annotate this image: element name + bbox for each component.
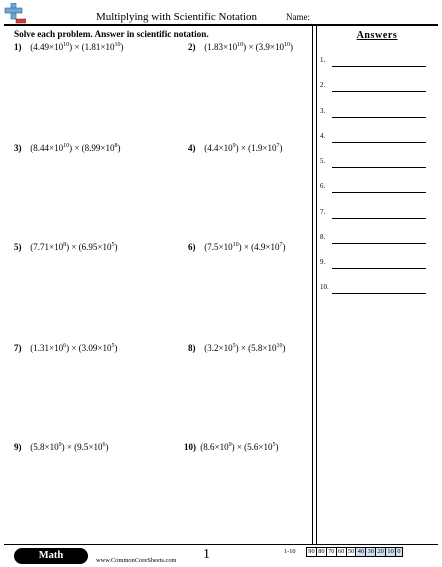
problem-number: 7): [14, 343, 22, 353]
problem: 10) $(8.6\times 10^9) \times (5.6\times 10^5)$: [184, 442, 279, 452]
problem-number: 1): [14, 42, 22, 52]
exponent-a: 6: [63, 343, 67, 349]
answer-row: [320, 83, 436, 95]
coefficient-a: 7.5: [207, 242, 219, 252]
plus-minus-icon: [4, 3, 26, 25]
answer-number: 3.: [320, 107, 326, 115]
problem: 4) $(4.4\times 10^9) \times (1.9\times 10^7)$: [188, 143, 283, 153]
coefficient-b: 3.9: [258, 42, 270, 52]
answer-row: [320, 210, 436, 222]
answer-row: [320, 134, 436, 146]
coefficient-b: 6.95: [81, 242, 98, 252]
problem-number: 2): [188, 42, 196, 52]
instructions: Solve each problem. Answer in scientific notation.: [14, 29, 209, 39]
name-label: Name:: [286, 12, 310, 22]
exponent-b: 10: [114, 42, 121, 48]
coefficient-a: 8.44: [33, 143, 49, 153]
exponent-a: 10: [237, 42, 244, 48]
coefficient-b: 4.9: [254, 242, 266, 252]
math-badge: Math: [14, 548, 88, 564]
exponent-a: 8: [63, 242, 67, 248]
coefficient-a: 4.4: [207, 143, 219, 153]
coefficient-b: 8.99: [84, 143, 101, 153]
answer-number: 2.: [320, 81, 326, 89]
coefficient-b: 1.9: [251, 143, 263, 153]
problem: 3) $(8.44\times 10^{10}) \times (8.99\times 10^8)$: [14, 143, 121, 153]
answer-row: [320, 235, 436, 247]
coefficient-a: 5.8: [33, 442, 45, 452]
problem-number: 10): [184, 442, 196, 452]
answer-number: 10.: [320, 283, 329, 291]
score-cell: 40: [357, 548, 365, 555]
coefficient-a: 8.6: [203, 442, 215, 452]
answer-blank: [332, 91, 426, 92]
answer-blank: [332, 218, 426, 219]
answer-row: [320, 109, 436, 121]
score-cell: 90: [308, 548, 315, 555]
exponent-b: 7: [279, 242, 283, 248]
problem: 5) $(7.71\times 10^8) \times (6.95\times 10^5)$: [14, 242, 118, 252]
answer-column-divider: [312, 26, 313, 544]
exponent-b: 7: [276, 143, 280, 149]
answer-blank: [332, 66, 426, 67]
exponent-b: 5: [272, 442, 276, 448]
problem: 6) $(7.5\times 10^{10}) \times (4.9\times 10^7)$: [188, 242, 286, 252]
problem-number: 3): [14, 143, 22, 153]
exponent-b: 5: [111, 343, 115, 349]
score-table: [306, 547, 403, 557]
exponent-b: 10: [283, 42, 290, 48]
page-number: 1: [203, 547, 210, 562]
exponent-b: 5: [111, 242, 115, 248]
exponent-a: 9: [232, 143, 236, 149]
header-divider: [4, 24, 438, 26]
coefficient-b: 1.81: [84, 42, 101, 52]
answer-blank: [332, 167, 426, 168]
coefficient-b: 5.6: [247, 442, 259, 452]
coefficient-b: 9.5: [77, 442, 89, 452]
answer-row: [320, 184, 436, 196]
problem-number: 4): [188, 143, 196, 153]
answer-blank: [332, 142, 426, 143]
problem-number: 9): [14, 442, 22, 452]
score-cell: 60: [337, 548, 345, 555]
coefficient-a: 4.49: [33, 42, 49, 52]
site-url: www.CommonCoreSheets.com: [96, 557, 177, 564]
score-cell: 50: [347, 548, 355, 555]
answer-number: 5.: [320, 157, 326, 165]
answer-number: 1.: [320, 56, 326, 64]
exponent-b: 8: [114, 143, 118, 149]
answer-blank: [332, 293, 426, 294]
problem: 7) $(1.31\times 10^6) \times (3.09\times 10^5)$: [14, 343, 118, 353]
answer-column-divider: [316, 26, 317, 544]
score-cell: 0: [397, 548, 401, 555]
score-cell: 80: [318, 548, 325, 555]
problem: 8) $(3.2\times 10^5) \times (5.8\times 10^{10})$: [188, 343, 286, 353]
answer-number: 7.: [320, 208, 326, 216]
answer-number: 4.: [320, 132, 326, 140]
score-cell: 20: [377, 548, 384, 555]
coefficient-a: 3.2: [207, 343, 219, 353]
answer-row: [320, 159, 436, 171]
answers-title: Answers: [356, 30, 398, 41]
answer-blank: [332, 117, 426, 118]
answer-blank: [332, 192, 426, 193]
answer-blank: [332, 268, 426, 269]
score-cell: 10: [387, 548, 394, 555]
exponent-a: 10: [232, 242, 239, 248]
coefficient-b: 5.8: [251, 343, 263, 353]
problem-number: 8): [188, 343, 196, 353]
answer-number: 6.: [320, 182, 326, 190]
problem: 9) $(5.8\times 10^9) \times (9.5\times 10^6)$: [14, 442, 109, 452]
answer-number: 9.: [320, 258, 326, 266]
answer-blank: [332, 243, 426, 244]
coefficient-a: 7.71: [33, 242, 49, 252]
answer-row: [320, 285, 436, 297]
exponent-a: 10: [63, 143, 70, 149]
exponent-a: 9: [228, 442, 232, 448]
answer-row: [320, 58, 436, 70]
exponent-a: 9: [58, 442, 62, 448]
score-range-label: 1-10: [284, 548, 296, 555]
exponent-b: 6: [102, 442, 106, 448]
footer-divider: [4, 544, 438, 545]
coefficient-a: 1.31: [33, 343, 49, 353]
answer-number: 8.: [320, 233, 326, 241]
score-cell: 30: [367, 548, 374, 555]
exponent-b: 10: [276, 343, 283, 349]
page-title: Multiplying with Scientific Notation: [96, 11, 258, 23]
exponent-a: 10: [63, 42, 70, 48]
problem-number: 6): [188, 242, 196, 252]
exponent-a: 5: [232, 343, 236, 349]
answer-row: [320, 260, 436, 272]
problem: 1) $(4.49\times 10^{10}) \times (1.81\times 10^{10})$: [14, 42, 124, 52]
score-cell: 70: [328, 548, 335, 555]
coefficient-a: 1.83: [207, 42, 223, 52]
coefficient-b: 3.09: [81, 343, 98, 353]
problem-number: 5): [14, 242, 22, 252]
problem: 2) $(1.83\times 10^{10}) \times (3.9\times 10^{10})$: [188, 42, 293, 52]
